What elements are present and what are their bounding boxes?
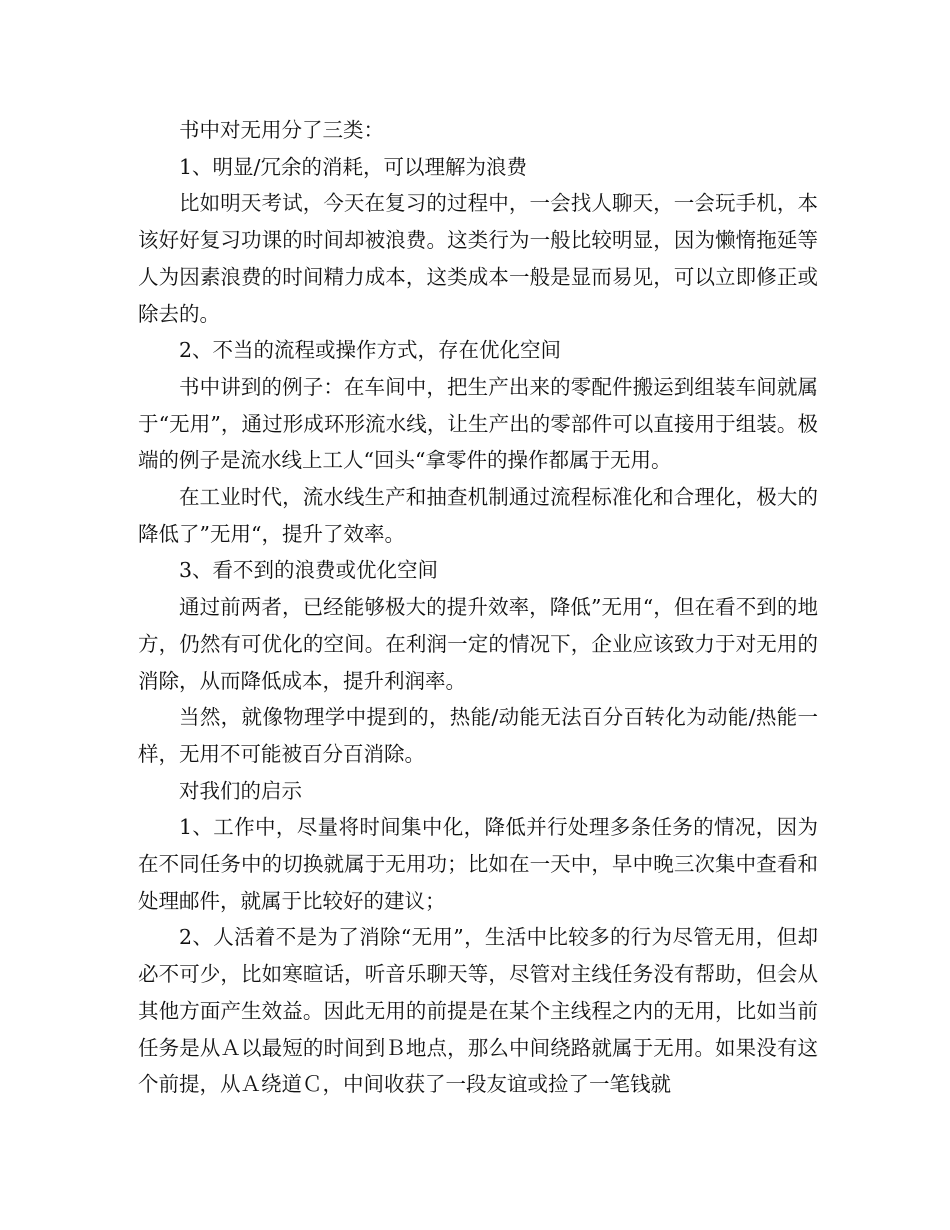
paragraph-intro: 书中对无用分了三类： [179, 118, 384, 142]
paragraph-insight-1: 1、工作中，尽量将时间集中化，降低并行处理多条任务的情况，因为在不同任务中的切换就属于无用功；比如在一天中，早中晚三次集中查看和处理邮件，就属于比较好的建议； [138, 815, 818, 913]
paragraph-example-2: 书中讲到的例子：在车间中，把生产出来的零配件搬运到组装车间就属于“无用”，通过形成环形流水线，让生产出的零部件可以直接用于组装。极端的例子是流水线上工人“回头“拿零件的操作都属于无用。 [138, 374, 818, 473]
paragraph-example-3: 通过前两者，已经能够极大的提升效率，降低”无用“，但在看不到的地方，仍然有可优化的空间。在利润一定的情况下，企业应该致力于对无用的消除，从而降低成本，提升利润率。 [138, 595, 818, 693]
paragraph-industrial-era: 在工业时代，流水线生产和抽查机制通过流程标准化和合理化，极大的降低了”无用“，提升了效率。 [138, 485, 818, 546]
paragraph-physics-analogy: 当然，就像物理学中提到的，热能/动能无法百分百转化为动能/热能一样，无用不可能被百分百消除。 [138, 705, 818, 766]
paragraph-insights-heading: 对我们的启示 [179, 778, 302, 803]
document-body [138, 112, 818, 1103]
paragraph-heading-1: 1、明显/冗余的消耗，可以理解为浪费 [179, 154, 527, 179]
paragraph-example-1: 比如明天考试，今天在复习的过程中，一会找人聊天，一会玩手机，本该好好复习功课的时间却被浪费。这类行为一般比较明显，因为懒惰拖延等人为因素浪费的时间精力成本，这类成本一般是显而易见，可以立即修正或除去的。 [138, 191, 818, 326]
paragraph-heading-2: 2、不当的流程或操作方式，存在优化空间 [179, 338, 562, 363]
paragraph-insight-2: 2、人活着不是为了消除“无用”，生活中比较多的行为尽管无用，但却必不可少，比如寒暄话，听音乐聊天等，尽管对主线任务没有帮助，但会从其他方面产生效益。因此无用的前提是在某个主线程之内的无用，比如当前任务是从Ａ以最短的时间到Ｂ地点，那么中间绕路就属于无用。如果没有这个前提，从Ａ绕道Ｃ，中间收获了一段友谊或捡了一笔钱就 [138, 925, 818, 1097]
paragraph-heading-3: 3、看不到的浪费或优化空间 [179, 558, 439, 583]
